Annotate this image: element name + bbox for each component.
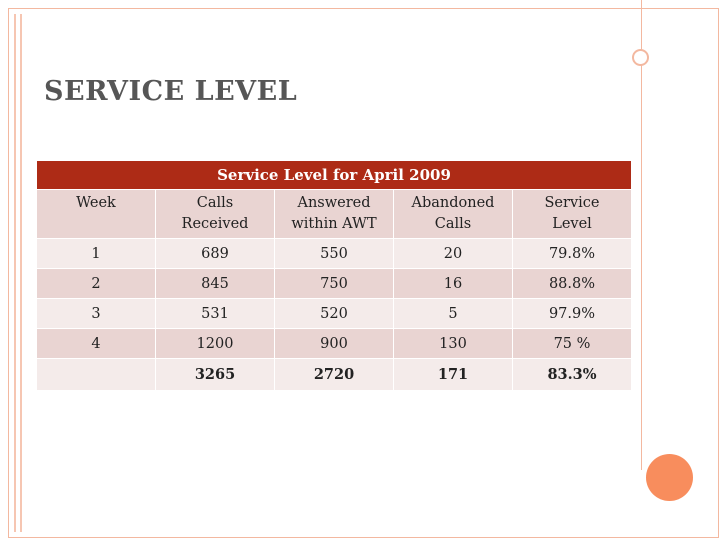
col-header-calls-received — [156, 190, 275, 239]
cell-answered: 520 — [275, 299, 394, 329]
total-service-level: 83.3% — [513, 359, 632, 391]
cell-calls-received: 845 — [156, 269, 275, 299]
col-header-answered-line1: Answered — [297, 195, 371, 211]
table-caption: Service Level for April 2009 — [37, 161, 632, 190]
total-abandoned: 171 — [394, 359, 513, 391]
cell-answered: 750 — [275, 269, 394, 299]
table-caption-row — [37, 161, 632, 190]
col-header-week — [37, 190, 156, 239]
cell-calls-received: 1200 — [156, 329, 275, 359]
total-answered: 2720 — [275, 359, 394, 391]
cell-service-level: 88.8% — [513, 269, 632, 299]
total-week — [37, 359, 156, 391]
vertical-divider-line — [641, 0, 642, 470]
cell-answered: 900 — [275, 329, 394, 359]
cell-answered: 550 — [275, 239, 394, 269]
col-header-calls-received-line2: Received — [181, 216, 249, 232]
col-header-service-level-line2: Level — [552, 216, 592, 232]
cell-calls-received: 531 — [156, 299, 275, 329]
table-row — [37, 239, 632, 269]
cell-week: 4 — [37, 329, 156, 359]
col-header-calls-received-line1: Calls — [196, 195, 234, 211]
decorative-circle-filled-icon — [646, 454, 693, 501]
col-header-abandoned-calls — [394, 190, 513, 239]
total-calls-received: 3265 — [156, 359, 275, 391]
cell-week: 3 — [37, 299, 156, 329]
cell-calls-received: 689 — [156, 239, 275, 269]
col-header-abandoned-line2: Calls — [434, 216, 472, 232]
column-header-row — [37, 190, 632, 239]
table-row — [37, 329, 632, 359]
col-header-week-line1: Week — [76, 195, 116, 211]
cell-week: 1 — [37, 239, 156, 269]
col-header-answered-line2: within AWT — [291, 216, 377, 232]
table-row — [37, 269, 632, 299]
cell-service-level: 97.9% — [513, 299, 632, 329]
left-decorative-band — [14, 14, 22, 532]
cell-abandoned: 16 — [394, 269, 513, 299]
decorative-circle-outline-icon — [632, 49, 649, 66]
col-header-answered-within-awt — [275, 190, 394, 239]
cell-abandoned: 20 — [394, 239, 513, 269]
cell-service-level: 75 % — [513, 329, 632, 359]
cell-abandoned: 5 — [394, 299, 513, 329]
table-row — [37, 299, 632, 329]
cell-abandoned: 130 — [394, 329, 513, 359]
slide-title: SERVICE LEVEL — [44, 76, 298, 107]
service-level-table — [36, 160, 632, 391]
col-header-abandoned-line1: Abandoned — [411, 195, 495, 211]
table-total-row — [37, 359, 632, 391]
cell-week: 2 — [37, 269, 156, 299]
col-header-service-level — [513, 190, 632, 239]
col-header-service-level-line1: Service — [544, 195, 600, 211]
cell-service-level: 79.8% — [513, 239, 632, 269]
